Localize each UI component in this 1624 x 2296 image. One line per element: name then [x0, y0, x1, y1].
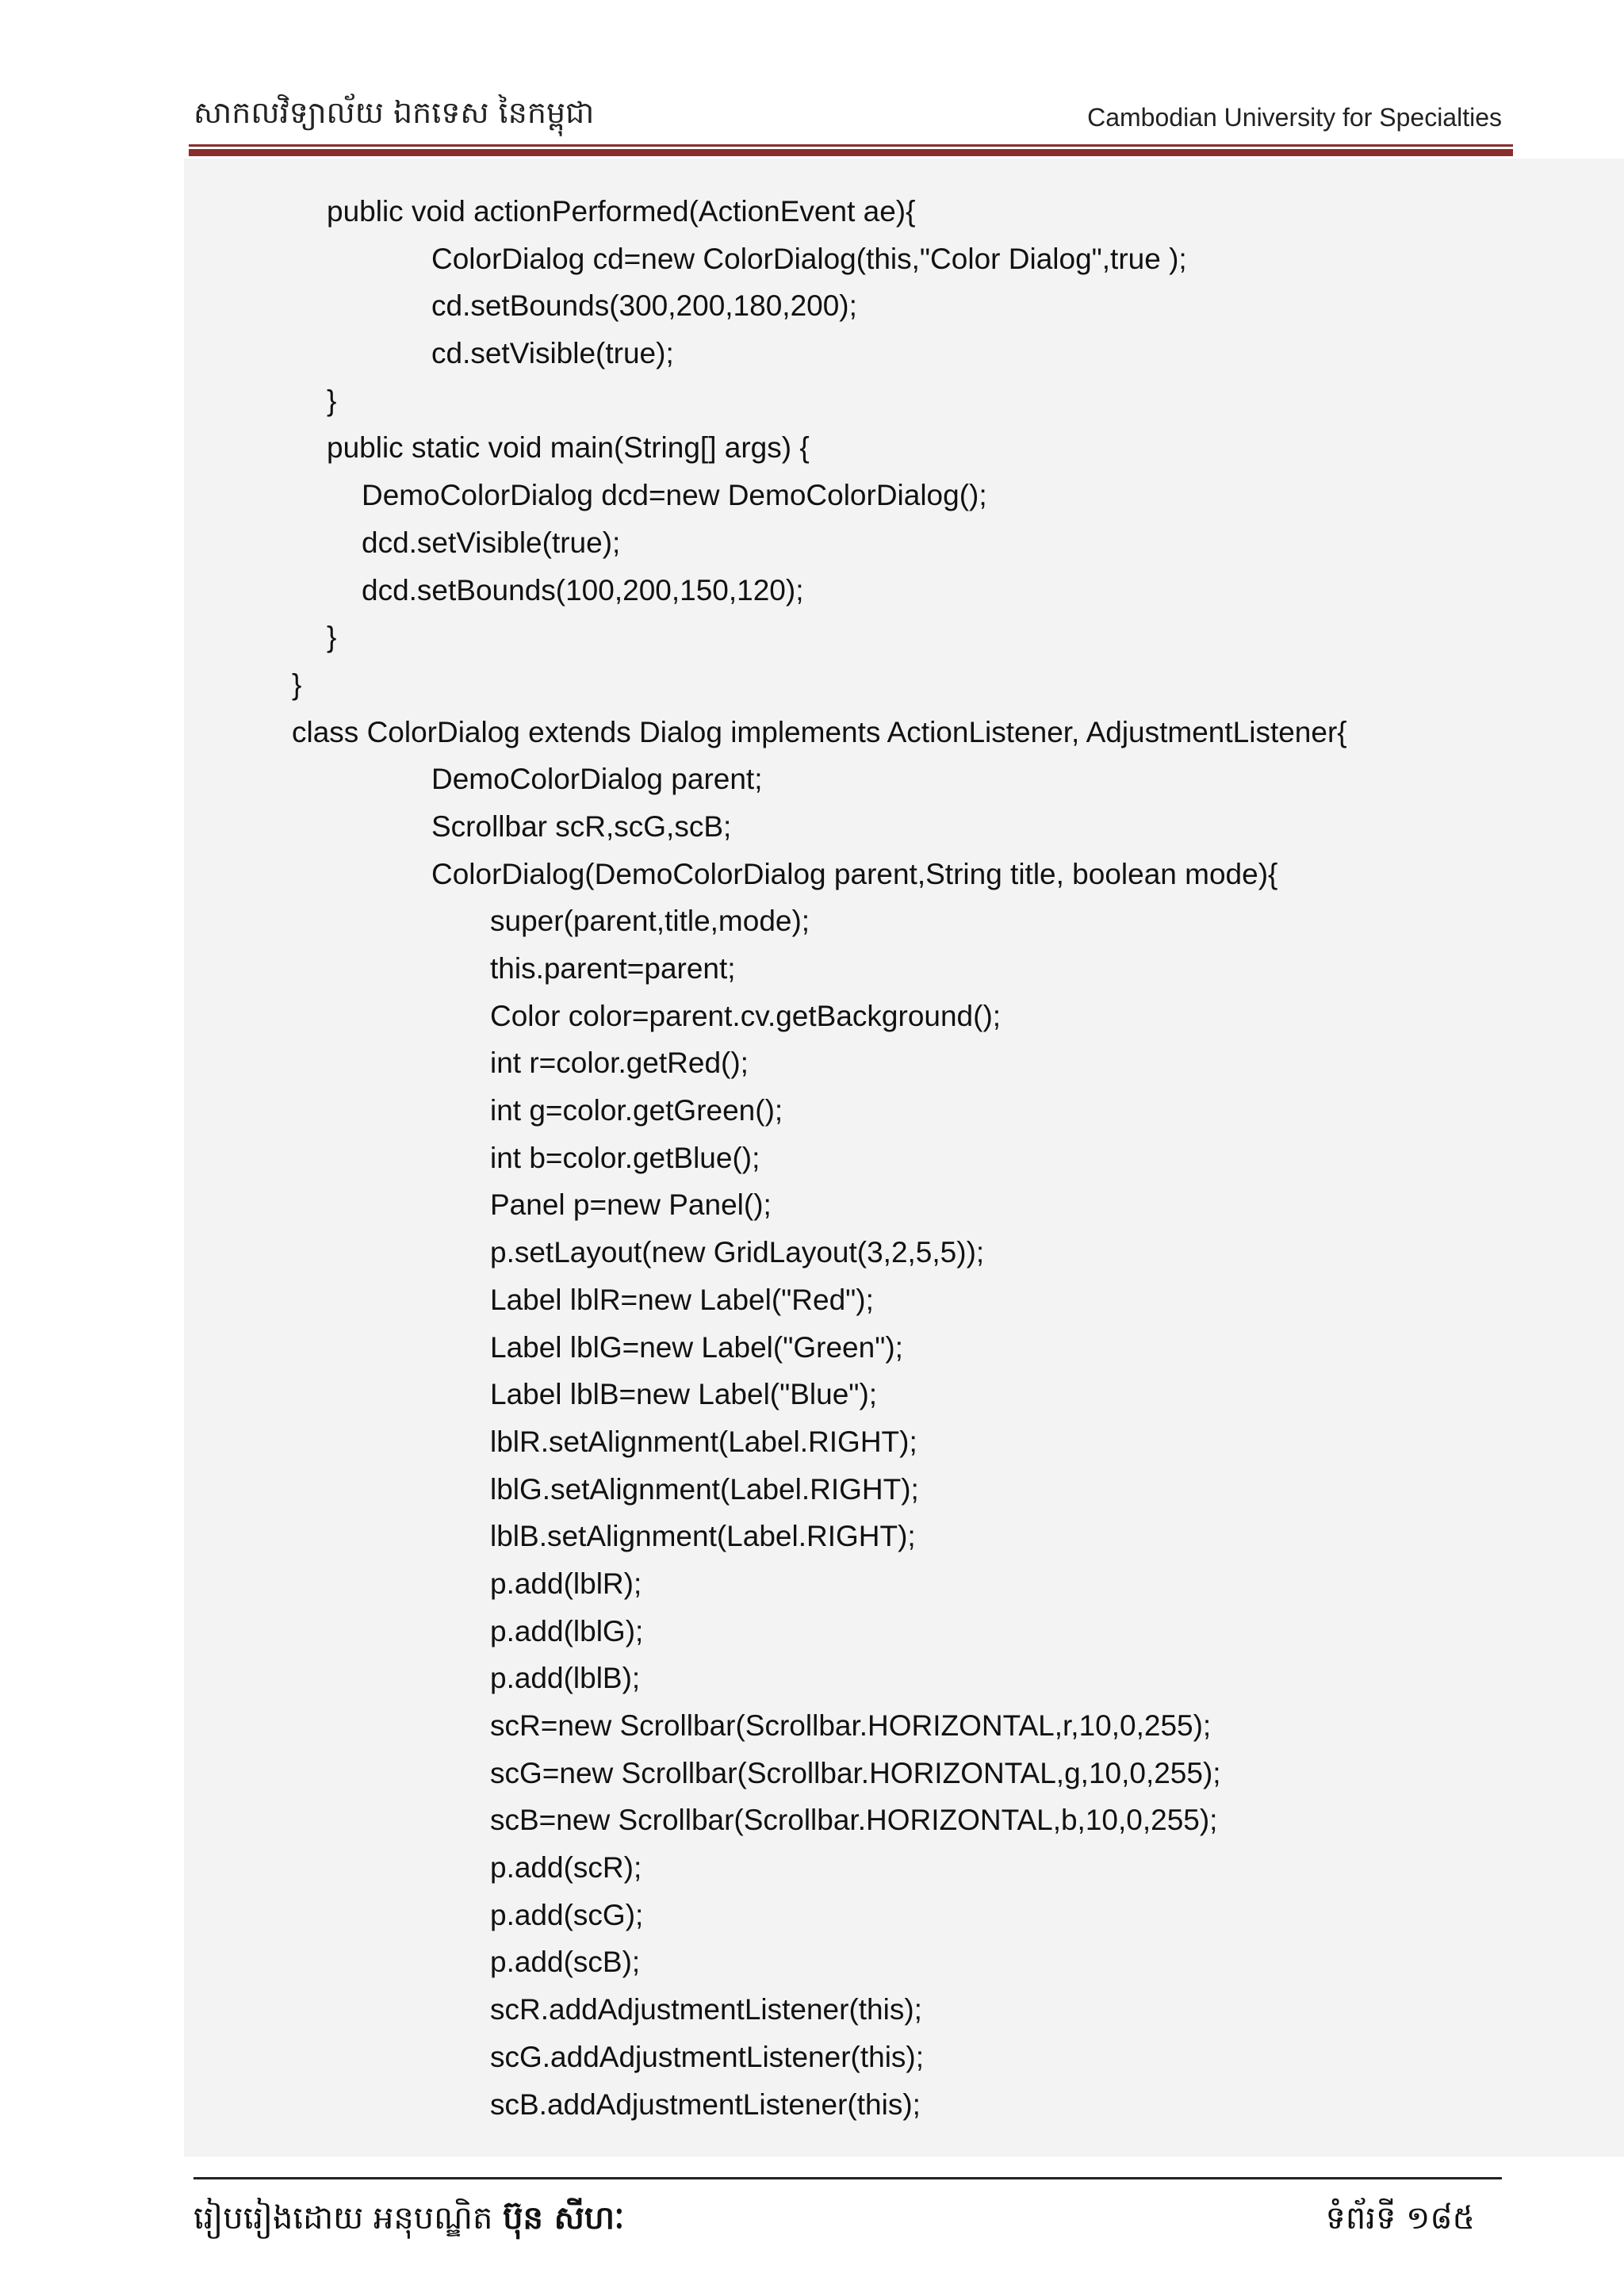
code-listing	[0, 196, 1347, 2136]
code-text: p.add(scG);	[490, 1898, 644, 1931]
code-text: Scrollbar scR,scG,scB;	[431, 809, 732, 843]
code-line	[0, 1142, 1347, 1190]
code-line	[0, 1521, 1347, 1568]
code-text: p.add(lblB);	[490, 1662, 641, 1695]
code-text: scB=new Scrollbar(Scrollbar.HORIZONTAL,b,10,0,255);	[490, 1804, 1218, 1837]
footer-author-name: ប៊ុន សីហៈ	[503, 2200, 625, 2237]
code-line	[0, 1804, 1347, 1852]
code-text: p.setLayout(new GridLayout(3,2,5,5));	[490, 1236, 985, 1269]
code-text: scG.addAdjustmentListener(this);	[490, 2040, 925, 2073]
code-line	[0, 1474, 1347, 1521]
code-text: scR.addAdjustmentListener(this);	[490, 1993, 922, 2026]
code-line	[0, 1616, 1347, 1663]
code-line	[0, 1001, 1347, 1048]
code-text: p.add(scR);	[490, 1851, 642, 1885]
code-text: cd.setBounds(300,200,180,200);	[431, 289, 857, 323]
university-name-khmer: សាកលវិទ្យាល័យ ឯកទេស នៃកម្ពុជា	[193, 95, 595, 130]
code-text: Panel p=new Panel();	[490, 1188, 772, 1222]
code-line	[0, 432, 1347, 480]
code-text: }	[327, 621, 337, 654]
code-text: dcd.setVisible(true);	[362, 526, 621, 559]
code-line	[0, 669, 1347, 717]
code-line	[0, 1426, 1347, 1474]
code-text: public void actionPerformed(ActionEvent ae){	[327, 195, 916, 228]
code-line	[0, 1994, 1347, 2042]
code-line	[0, 1568, 1347, 1616]
page-number: ទំព័រទី ១៨៥	[1325, 2200, 1475, 2237]
code-line	[0, 1379, 1347, 1426]
code-line	[0, 480, 1347, 527]
code-line	[0, 2089, 1347, 2137]
code-text: lblG.setAlignment(Label.RIGHT);	[490, 1472, 919, 1506]
code-line	[0, 2042, 1347, 2089]
code-line	[0, 243, 1347, 291]
code-line	[0, 1332, 1347, 1380]
code-text: scB.addAdjustmentListener(this);	[490, 2087, 921, 2121]
code-text: Color color=parent.cv.getBackground();	[490, 999, 1002, 1032]
code-text: }	[292, 668, 302, 701]
code-line	[0, 763, 1347, 811]
code-line	[0, 290, 1347, 338]
code-text: int g=color.getGreen();	[490, 1094, 783, 1127]
code-text: cd.setVisible(true);	[431, 337, 674, 370]
code-text: ColorDialog(DemoColorDialog parent,String title, boolean mode){	[431, 857, 1278, 890]
code-line	[0, 1189, 1347, 1237]
code-text: p.add(scB);	[490, 1946, 641, 1979]
code-line	[0, 1710, 1347, 1758]
code-line	[0, 859, 1347, 906]
code-text: super(parent,title,mode);	[490, 905, 810, 938]
code-line	[0, 196, 1347, 243]
code-text: public static void main(String[] args) {	[327, 431, 810, 465]
code-text: lblB.setAlignment(Label.RIGHT);	[490, 1520, 916, 1553]
header-divider	[189, 144, 1513, 147]
code-text: this.parent=parent;	[490, 952, 736, 985]
code-line	[0, 575, 1347, 622]
code-line	[0, 811, 1347, 859]
code-line	[0, 527, 1347, 575]
footer-prepared-by: រៀបរៀងដោយ អនុបណ្ឌិត	[193, 2200, 493, 2237]
code-text: Label lblR=new Label("Red");	[490, 1283, 874, 1316]
code-text: p.add(lblR);	[490, 1567, 642, 1600]
code-text: class ColorDialog extends Dialog implements ActionListener, AdjustmentListener{	[292, 715, 1347, 748]
code-text: int b=color.getBlue();	[490, 1141, 760, 1174]
code-line	[0, 1095, 1347, 1142]
code-text: Label lblG=new Label("Green");	[490, 1330, 903, 1364]
footer-author	[193, 2198, 624, 2244]
code-line	[0, 1946, 1347, 1994]
footer-divider	[193, 2177, 1502, 2179]
code-text: lblR.setAlignment(Label.RIGHT);	[490, 1425, 917, 1458]
header-divider-thick	[189, 149, 1513, 156]
code-line	[0, 717, 1347, 764]
code-line	[0, 338, 1347, 385]
code-text: p.add(lblG);	[490, 1614, 644, 1647]
code-line	[0, 1047, 1347, 1095]
code-text: DemoColorDialog dcd=new DemoColorDialog();	[362, 479, 987, 512]
code-line	[0, 1663, 1347, 1710]
code-text: }	[327, 384, 337, 417]
code-text: scR=new Scrollbar(Scrollbar.HORIZONTAL,r,10,0,255);	[490, 1709, 1212, 1742]
code-line	[0, 1852, 1347, 1900]
code-line	[0, 1900, 1347, 1947]
university-name-english: Cambodian University for Specialties	[1087, 103, 1502, 132]
code-line	[0, 905, 1347, 953]
code-text: int r=color.getRed();	[490, 1047, 749, 1080]
code-text: dcd.setBounds(100,200,150,120);	[362, 573, 804, 607]
code-line	[0, 385, 1347, 433]
code-line	[0, 622, 1347, 669]
code-line	[0, 953, 1347, 1001]
code-line	[0, 1284, 1347, 1332]
code-text: ColorDialog cd=new ColorDialog(this,"Color Dialog",true );	[431, 242, 1187, 275]
code-text: scG=new Scrollbar(Scrollbar.HORIZONTAL,g,10,0,255);	[490, 1756, 1221, 1789]
code-text: Label lblB=new Label("Blue");	[490, 1378, 878, 1411]
code-line	[0, 1758, 1347, 1805]
code-line	[0, 1237, 1347, 1284]
code-text: DemoColorDialog parent;	[431, 763, 763, 796]
